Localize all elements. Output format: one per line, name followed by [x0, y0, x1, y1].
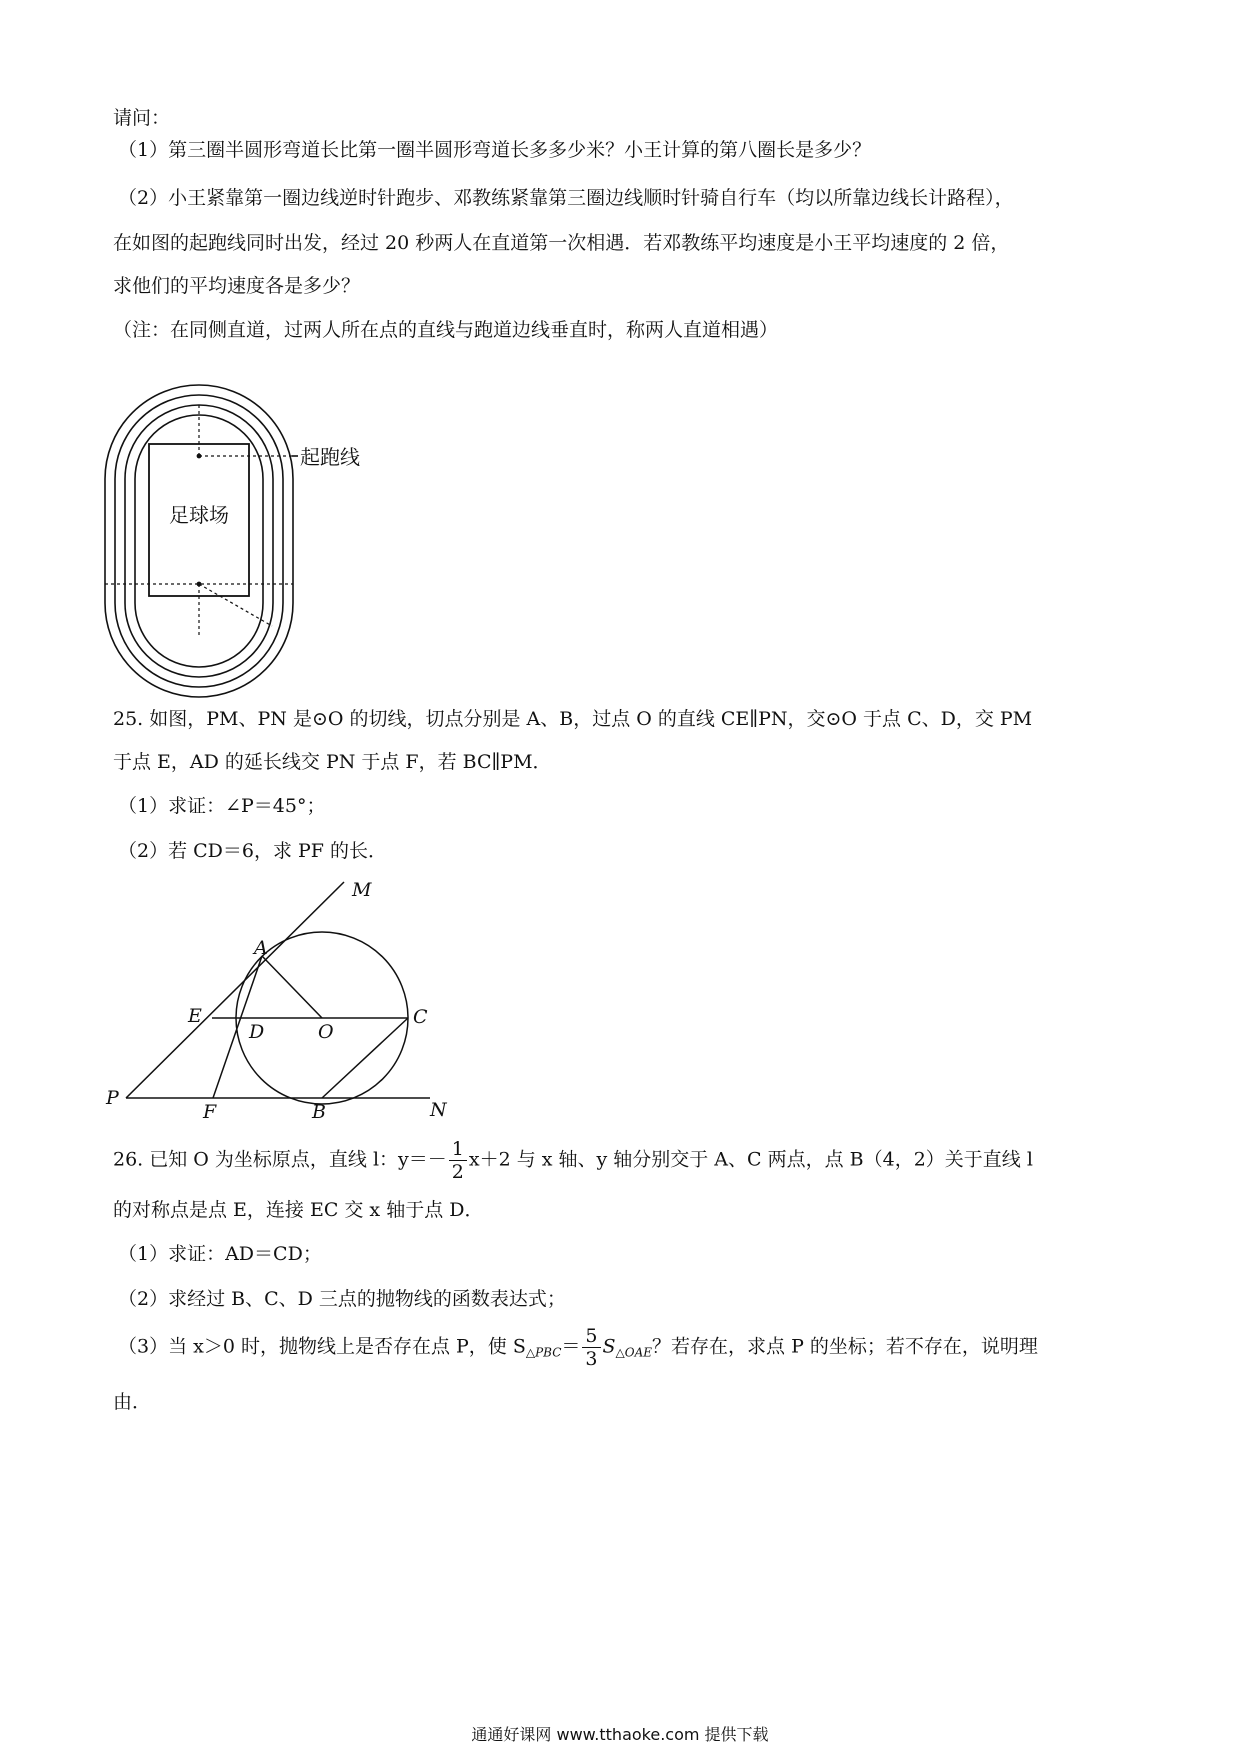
label-p: P [106, 1087, 119, 1109]
fraction-five-thirds [582, 1325, 600, 1370]
area-subscript-pbc: △PBC [525, 1345, 562, 1360]
q26-part1: （1）求证：AD＝CD； [118, 1243, 322, 1265]
segment-oa [262, 956, 322, 1018]
label-e: E [188, 1005, 202, 1027]
fraction-numerator: 1 [449, 1138, 467, 1161]
q26-part3-tail: 由． [113, 1391, 152, 1413]
track-lane-2 [125, 405, 273, 677]
track-lane-1 [135, 415, 263, 667]
fraction-one-half [449, 1138, 467, 1183]
q24-part2-line1: （2）小王紧靠第一圈边线逆时针跑步、邓教练紧靠第三圈边线顺时针骑自行车（均以所靠边线长计路程）， [118, 187, 1014, 209]
q25-part1: （1）求证：∠P＝45°； [118, 795, 326, 817]
q25-part2: （2）若 CD＝6，求 PF 的长． [118, 840, 388, 862]
q26-line1-end: x＋2 与 x 轴、y 轴分别交于 A、C 两点，点 B（4，2）关于直线 l [468, 1148, 1033, 1171]
fraction-numerator: 5 [582, 1325, 600, 1348]
area-subscript-oae: △OAE [615, 1345, 653, 1360]
q25-line1: 25. 如图，PM、PN 是⊙O 的切线，切点分别是 A、B，过点 O 的直线 CE∥PN，交⊙O 于点 C、D，交 PM [113, 708, 1033, 730]
label-d: D [249, 1021, 265, 1043]
q24-part2-line2: 在如图的起跑线同时出发，经过 20 秒两人在直道第一次相遇．若邓教练平均速度是小王平均速度的 2 倍， [113, 232, 1010, 254]
q24-ask: 请问： [113, 107, 171, 129]
q25-line2: 于点 E，AD 的延长线交 PN 于点 F，若 BC∥PM． [113, 751, 552, 773]
q26-part3 [118, 1325, 1038, 1370]
fraction-denominator: 3 [585, 1348, 598, 1370]
track-figure [100, 380, 400, 700]
q26-line1 [113, 1138, 1033, 1183]
page-footer: 通通好课网 www.tthaoke.com 提供下载 [471, 1725, 769, 1744]
track-lane-3 [115, 395, 283, 687]
q26-part2: （2）求经过 B、C、D 三点的抛物线的函数表达式； [118, 1288, 566, 1310]
equals-sign: ＝ [561, 1335, 581, 1358]
label-n: N [430, 1099, 447, 1121]
label-b: B [312, 1101, 326, 1123]
q24-part1: （1）第三圈半圆形弯道长比第一圈半圆形弯道长多多少米？小王计算的第八圈长是多少？ [118, 139, 872, 161]
label-c: C [413, 1006, 428, 1028]
q26-line1-start: 26. 已知 O 为坐标原点，直线 l：y＝－ [113, 1148, 447, 1171]
label-o: O [318, 1021, 334, 1043]
start-line-label: 起跑线 [300, 445, 360, 469]
q24-note: （注：在同侧直道，过两人所在点的直线与跑道边线垂直时，称两人直道相遇） [113, 319, 779, 341]
q26-part3-end: ？若存在，求点 P 的坐标；若不存在，说明理 [652, 1335, 1038, 1358]
q26-part3-start: （3）当 x＞0 时，抛物线上是否存在点 P，使 S [118, 1335, 526, 1358]
label-f: F [203, 1101, 217, 1123]
fraction-denominator: 2 [451, 1161, 464, 1183]
segment-bc [322, 1018, 408, 1098]
field-label: 足球场 [169, 503, 229, 527]
label-m: M [352, 879, 372, 901]
start-point [197, 454, 202, 459]
bend-centre-point [197, 582, 202, 587]
q24-part2-line3: 求他们的平均速度各是多少？ [113, 275, 361, 297]
geometry-figure [100, 870, 460, 1130]
line-pm [126, 882, 344, 1098]
q26-line2: 的对称点是点 E，连接 EC 交 x 轴于点 D． [113, 1199, 484, 1221]
area-symbol: S [602, 1335, 616, 1358]
label-a: A [254, 937, 268, 959]
